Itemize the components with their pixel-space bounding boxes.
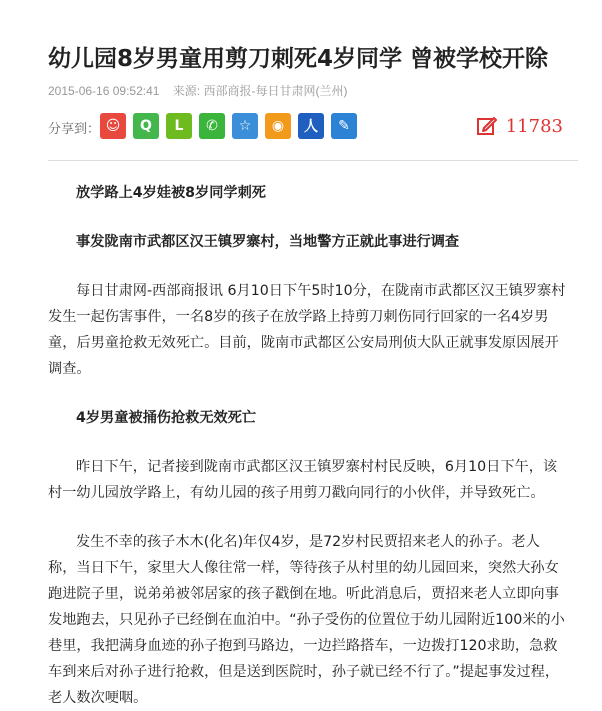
share-icon-list <box>100 113 357 139</box>
article-paragraph: 昨日下午，记者接到陇南市武都区汉王镇罗寨村村民反映，6月10日下午，该村一幼儿园放学路上，有幼儿园的孩子用剪刀戳向同行的小伙伴，并导致死亡。 <box>48 459 558 501</box>
publish-datetime: 2015-06-16 09:52:41 <box>48 84 160 98</box>
qzone-share-icon[interactable]: Q <box>133 113 159 139</box>
article-paragraph: 每日甘肃网-西部商报讯 6月10日下午5时10分，在陇南市武都区汉王镇罗寨村发生一起伤害事件，一名8岁的孩子在放学路上持剪刀刺伤同行回家的一名4岁男童，后男童抢救无效死亡。目前，陇南市武都区公安局刑侦大队正就事发原因展开调查。 <box>48 283 566 377</box>
comment-count: 11783 <box>505 115 563 137</box>
favorite-share-icon[interactable]: ☆ <box>232 113 258 139</box>
section-heading: 放学路上4岁娃被8岁同学刺死 <box>76 185 266 201</box>
edit-comment-icon <box>476 115 498 137</box>
article-paragraph: 发生不幸的孩子木木(化名)年仅4岁，是72岁村民贾招来老人的孙子。老人称，当日下午，家里大人像往常一样，等待孩子从村里的幼儿园回来，突然大孙女跑进院子里，说弟弟被邻居家的孩子戳倒在地。听此消息后，贾招来老人立即向事发地跑去，只见孙子已经倒在血泊中。“孙子受伤的位置位于幼儿园附近100米的小巷里，我把满身血迹的孙子抱到马路边，一边拦路搭车，一边拨打120求助，急救车到来后对孙子进行抢救，但是送到医院时，孙子就已经不行了。”提起事发过程，老人数次哽咽。 <box>48 534 565 706</box>
tencent-weibo-share-icon[interactable]: ◉ <box>265 113 291 139</box>
comment-link[interactable] <box>476 113 563 139</box>
section-heading: 事发陇南市武都区汉王镇罗寨村，当地警方正就此事进行调查 <box>76 234 460 250</box>
article-source: 来源: 西部商报-每日甘肃网(兰州) <box>172 84 348 98</box>
wechat-share-icon[interactable]: ✆ <box>199 113 225 139</box>
renren-share-icon[interactable]: 人 <box>298 113 324 139</box>
laiwang-share-icon[interactable]: L <box>166 113 192 139</box>
share-label: 分享到： <box>48 122 101 137</box>
section-heading: 4岁男童被捅伤抢救无效死亡 <box>76 410 257 426</box>
article-body <box>48 180 568 711</box>
divider <box>48 160 578 161</box>
more-share-icon[interactable]: ✎ <box>331 113 357 139</box>
article-title: 幼儿园8岁男童用剪刀刺死4岁同学 曾被学校开除 <box>48 46 549 72</box>
share-bar <box>48 113 578 139</box>
article-meta <box>48 82 357 99</box>
weibo-share-icon[interactable]: ☺ <box>100 113 126 139</box>
